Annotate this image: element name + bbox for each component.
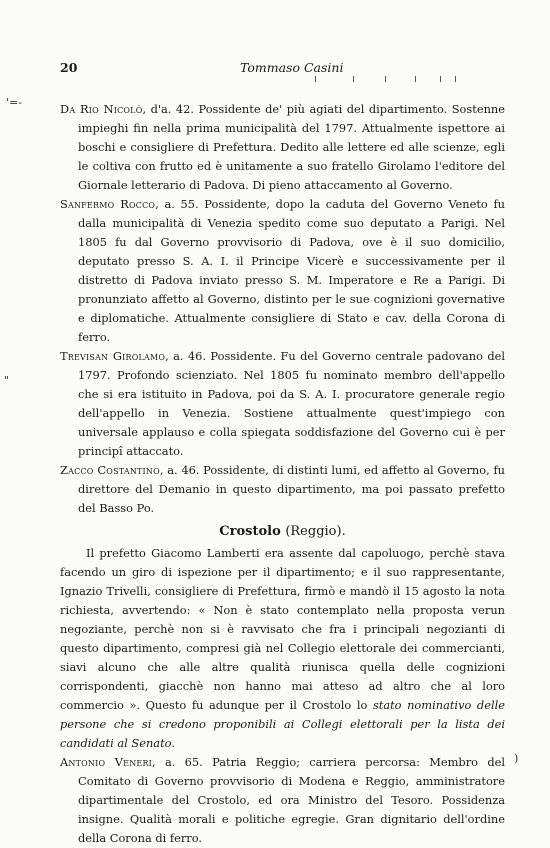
biography-entry [60, 100, 505, 195]
section-subtitle: (Reggio). [285, 524, 346, 539]
entry-name: Antonio Veneri [60, 755, 153, 769]
biography-entry [60, 753, 505, 848]
section-heading [60, 524, 505, 539]
section-paragraph [60, 544, 505, 753]
entry-name: Zacco Costantino [60, 463, 160, 477]
section-title: Crostolo [219, 524, 281, 539]
margin-mark: " [4, 374, 10, 387]
margin-mark: ) [514, 752, 519, 765]
entry-name: Sanfermo Rocco [60, 197, 156, 211]
biography-entry [60, 195, 505, 347]
margin-mark: '=- [6, 96, 22, 109]
entry-text: , a. 46. Possidente. Fu del Governo centrale padovano del 1797. Profondo scienziato. Nel 1805 fu nominato membro dell'appello che si era istituito in Padova, poi da S. A. I. procuratore generale regio dell'appello in Venezia. Sostiene attualmente quest'impiego con universale applauso e colla spiegata soddisfazione del Governo cui è per principî attaccato. [78, 349, 506, 458]
entry-text: , a. 65. Patria Reggio; carriera percorsa: Membro del Comitato di Governo provvisorio di Modena e Reggio, amministratore dipartimentale del Crostolo, ed ora Ministro del Tesoro. Possidenza insigne. Qualità morali e politiche egregie. Gran dignitario dell'ordine della Corona di ferro. [78, 755, 505, 845]
ruler-marks [315, 76, 465, 82]
page-body [60, 100, 505, 848]
paragraph-italic-text: stato nominativo delle persone che si credono proponibili ai Collegi elettorali per la lista dei candidati al Senato. [60, 698, 505, 750]
biography-entry [60, 347, 505, 461]
page-number: 20 [60, 60, 78, 75]
entry-text: , a. 46. Possidente, di distinti lumi, ed affetto al Governo, fu direttore del Demanio in questo dipartimento, ma poi passato prefetto del Basso Po. [78, 463, 505, 515]
biography-entry [60, 461, 505, 518]
entry-name: Da Rio Nicolò [60, 102, 143, 116]
entry-name: Trevisan Girolamo [60, 349, 166, 363]
running-title: Tommaso Casini [240, 60, 344, 75]
paragraph-text: Il prefetto Giacomo Lamberti era assente dal capoluogo, perchè stava facendo un giro di ispezione per il dipartimento; e il suo rappresentante, Ignazio Trivelli, consigliere di Prefettura, firmò e mandò il 15 agosto la nota richiesta, avvertendo: « Non è stato contemplato nella proposta verun negoziante, perchè non si è ravvisato che fra i principali negozianti di questo dipartimento, compresi già nel Collegio elettorale dei commercianti, siavi alcuno che alle altre qualità riunisca quella delle cognizioni corrispondenti, giacchè non hanno mai atteso ad altro che al loro commercio ». Questo fu adunque per il Crostolo lo [60, 546, 505, 712]
entry-text: , d'a. 42. Possidente de' più agiati del dipartimento. Sostenne impieghi fin nella prima municipalità del 1797. Attualmente ispettore ai boschi e consigliere di Prefettura. Dedito alle lettere ed alle scienze, egli le coltiva con frutto ed è unitamente a suo fratello Girolamo l'editore del Giornale letterario di Padova. Di pieno attaccamento al Governo. [78, 102, 505, 192]
entry-text: , a. 55. Possidente, dopo la caduta del Governo Veneto fu dalla municipalità di Venezia spedito come suo deputato a Parigi. Nel 1805 fu dal Governo provvisorio di Padova, ove è il suo domicilio, deputato presso S. A. I. il Principe Vicerè e successivamente per il distretto di Padova inviato presso S. M. Imperatore e Re a Parigi. Di pronunziato affetto al Governo, distinto per le sue cognizioni governative e diplomatiche. Attualmente consigliere di Stato e cav. della Corona di ferro. [78, 197, 505, 344]
